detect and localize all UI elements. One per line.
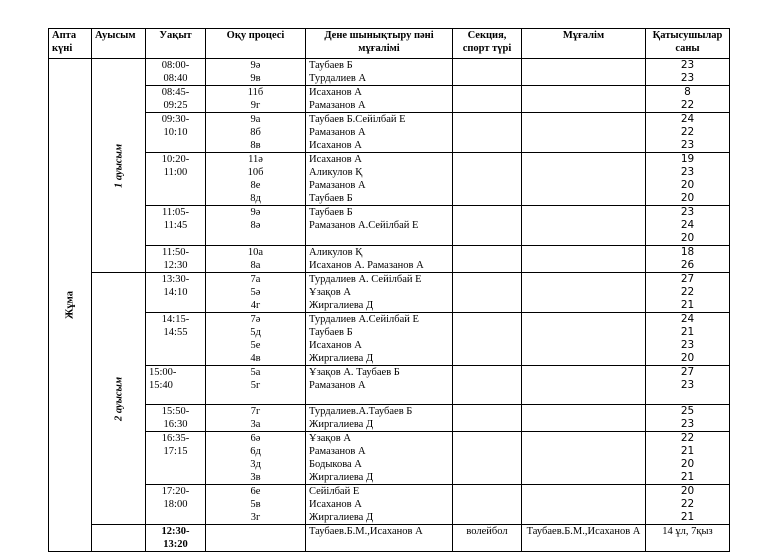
cell-line: 3д (250, 459, 261, 470)
cell-line: 9ә (250, 60, 261, 71)
table-row (49, 246, 730, 273)
cell-line: 18:00 (163, 499, 188, 510)
cell-line: 27 (680, 366, 695, 378)
cell-line: Таубаев Б (309, 60, 353, 71)
class-cell (206, 59, 306, 86)
cell-line: 10:10 (163, 127, 188, 138)
participants-cell (646, 366, 730, 405)
cell-line: 11:50- (161, 247, 190, 258)
participants-cell (646, 273, 730, 313)
header-shift: Ауысым (92, 29, 146, 59)
header-day: Апта күні (49, 29, 92, 59)
table-row (49, 86, 730, 113)
section-cell (453, 313, 522, 366)
cell-line: 20 (680, 458, 695, 470)
cell-line: 7г (250, 406, 261, 417)
section-cell (453, 86, 522, 113)
cell-line: Исаханов А (309, 87, 362, 98)
time-cell (146, 206, 206, 246)
table-row (49, 485, 730, 525)
section-cell (453, 246, 522, 273)
cell-line: 20 (680, 352, 695, 364)
cell-line: 12:30- (161, 526, 190, 537)
cell-line: 24 (680, 219, 695, 231)
pe-teacher-cell (306, 86, 453, 113)
cell-line: 5г (250, 380, 261, 391)
cell-line: 23 (680, 139, 695, 151)
cell-line: 18 (680, 246, 695, 258)
participants-cell (646, 485, 730, 525)
cell-line: 8а (250, 260, 261, 271)
class-cell (206, 432, 306, 485)
cell-line: 15:00- (149, 367, 177, 378)
teacher-cell (522, 366, 646, 405)
cell-line: 09:30- (161, 114, 190, 125)
cell-line: Рамазанов А (309, 446, 366, 457)
time-cell (146, 113, 206, 153)
teacher-cell: Таубаев.Б.М.,Исаханов А (522, 525, 646, 552)
teacher-cell (522, 246, 646, 273)
cell-line: 21 (680, 511, 695, 523)
header-time: Уақыт (146, 29, 206, 59)
cell-line: 20 (680, 485, 695, 497)
cell-line: 5а (250, 367, 261, 378)
cell-line: 10а (247, 247, 264, 258)
cell-line: Исаханов А (309, 499, 362, 510)
cell-line: 4в (250, 353, 261, 364)
cell-line: 17:15 (163, 446, 188, 457)
day-cell (49, 59, 92, 552)
cell-line: 7ә (250, 314, 261, 325)
cell-line: Жиргалиева Д (309, 512, 374, 523)
cell-line: Ұзақов А. Таубаев Б (309, 367, 400, 378)
cell-line: Турдалиев А.Сейілбай Е (309, 314, 419, 325)
table-row (49, 113, 730, 153)
cell-line: 27 (680, 273, 695, 285)
cell-line: Аликулов Қ (309, 167, 363, 178)
table-row (49, 366, 730, 405)
cell-line: 8б (250, 127, 261, 138)
cell-line: 14:10 (163, 287, 188, 298)
cell-line: 9ә (250, 207, 261, 218)
cell-line: 22 (680, 126, 695, 138)
cell-line: 6е (250, 486, 261, 497)
cell-line: 3г (250, 512, 261, 523)
cell-line: 24 (680, 313, 695, 325)
time-cell (146, 153, 206, 206)
cell-line: 08:40 (163, 73, 188, 84)
participants-cell (646, 246, 730, 273)
class-cell (206, 366, 306, 405)
participants-cell (646, 432, 730, 485)
table-row-final (49, 525, 730, 552)
cell-line: Исаханов А (309, 154, 362, 165)
cell-line: 12:30 (163, 260, 188, 271)
participants-cell (646, 113, 730, 153)
pe-teacher-cell (306, 366, 453, 405)
table-row (49, 273, 730, 313)
table-row (49, 313, 730, 366)
cell-line: 16:35- (161, 433, 190, 444)
cell-line: 8в (250, 140, 261, 151)
participants-cell (646, 405, 730, 432)
cell-line: 8д (250, 193, 261, 204)
cell-line: 21 (680, 299, 695, 311)
cell-line: 9г (250, 100, 261, 111)
teacher-cell (522, 485, 646, 525)
section-cell (453, 153, 522, 206)
cell-line: 6ә (250, 433, 261, 444)
time-cell (146, 525, 206, 552)
cell-line: 7а (250, 274, 261, 285)
time-cell (146, 405, 206, 432)
cell-line: 5д (250, 327, 261, 338)
teacher-cell (522, 313, 646, 366)
pe-teacher-cell (306, 59, 453, 86)
shift-empty-cell (92, 525, 146, 552)
header-pe-teacher: Дене шынықтыру пәні мұғалімі (306, 29, 453, 59)
cell-line: Таубаев Б (309, 327, 353, 338)
class-cell (206, 485, 306, 525)
teacher-cell (522, 432, 646, 485)
cell-line: Жиргалиева Д (309, 419, 374, 430)
cell-line: Рамазанов А (309, 127, 366, 138)
cell-line: 22 (680, 498, 695, 510)
cell-line: 22 (680, 286, 695, 298)
section-cell (453, 405, 522, 432)
cell-line: 6д (250, 446, 261, 457)
time-cell (146, 246, 206, 273)
table-row (49, 153, 730, 206)
cell-line: 23 (680, 418, 695, 430)
header-class: Оқу процесі (206, 29, 306, 59)
cell-line: 23 (680, 166, 695, 178)
shift-2-cell (92, 273, 146, 525)
cell-line: 8ә (250, 220, 261, 231)
cell-line: Рамазанов А (309, 180, 366, 191)
pe-teacher-cell (306, 246, 453, 273)
cell-line: 10:20- (161, 154, 190, 165)
cell-line: Жиргалиева Д (309, 472, 374, 483)
pe-teacher-cell (306, 485, 453, 525)
cell-line: 8 (684, 86, 691, 98)
cell-line: 5е (250, 340, 261, 351)
cell-line: Жиргалиева Д (309, 353, 374, 364)
cell-line: Сейілбай Е (309, 486, 360, 497)
section-cell (453, 366, 522, 405)
class-cell (206, 405, 306, 432)
participants-cell: 14 ұл, 7қыз (646, 525, 730, 552)
cell-line: Исаханов А (309, 340, 362, 351)
cell-line: 19 (680, 153, 695, 165)
header-section: Секция, спорт түрі (453, 29, 522, 59)
table-row (49, 206, 730, 246)
class-cell (206, 313, 306, 366)
participants-cell (646, 153, 730, 206)
cell-line: 09:25 (163, 100, 188, 111)
cell-line: 16:30 (163, 419, 188, 430)
shift-1-label: 1 ауысым (113, 143, 124, 188)
cell-line: Рамазанов А (309, 380, 366, 391)
header-row (49, 29, 730, 59)
pe-teacher-cell (306, 206, 453, 246)
teacher-cell (522, 113, 646, 153)
table-row (49, 59, 730, 86)
time-cell (146, 59, 206, 86)
cell-line: 21 (680, 326, 695, 338)
header-participants: Қатысушылар саны (646, 29, 730, 59)
time-cell (146, 366, 206, 405)
cell-line: Таубаев Б (309, 207, 353, 218)
time-cell (146, 432, 206, 485)
pe-teacher-cell (306, 153, 453, 206)
cell-line: Рамазанов А.Сейілбай Е (309, 220, 419, 231)
cell-line: 21 (680, 445, 695, 457)
cell-line: 23 (680, 72, 695, 84)
cell-line: 08:45- (161, 87, 190, 98)
schedule-table (48, 28, 730, 552)
cell-line: 14:55 (163, 327, 188, 338)
section-cell: волейбол (453, 525, 522, 552)
cell-line: 22 (680, 432, 695, 444)
cell-line: 13:20 (163, 539, 188, 550)
shift-2-label: 2 ауысым (113, 376, 124, 421)
cell-line: 10б (247, 167, 264, 178)
shift-1-cell (92, 59, 146, 273)
cell-line: 11:05- (161, 207, 190, 218)
cell-line: 17:20- (161, 486, 190, 497)
class-cell (206, 273, 306, 313)
day-label: Жұма (64, 291, 76, 319)
class-cell (206, 525, 306, 552)
cell-line: 21 (680, 471, 695, 483)
cell-line: 9в (250, 73, 261, 84)
cell-line: Рамазанов А (309, 100, 366, 111)
table-row (49, 405, 730, 432)
cell-line: Таубаев Б.Сейілбай Е (309, 114, 406, 125)
cell-line: 15:40 (149, 380, 173, 391)
cell-line: 3в (250, 472, 261, 483)
cell-line: Ұзақов А (309, 287, 351, 298)
cell-line: 11ә (248, 154, 263, 165)
cell-line: Турдалиев А. Сейілбай Е (309, 274, 422, 285)
cell-line: Турдалиев.А.Таубаев Б (309, 406, 413, 417)
participants-cell (646, 313, 730, 366)
cell-line: 14:15- (161, 314, 190, 325)
class-cell (206, 206, 306, 246)
pe-teacher-cell (306, 273, 453, 313)
pe-teacher-cell (306, 405, 453, 432)
pe-teacher-cell (306, 313, 453, 366)
class-cell (206, 153, 306, 206)
pe-teacher-cell (306, 432, 453, 485)
header-teacher: Мұғалім (522, 29, 646, 59)
cell-line: 20 (680, 192, 695, 204)
class-cell (206, 86, 306, 113)
cell-line: 11:00 (163, 167, 188, 178)
teacher-cell (522, 206, 646, 246)
section-cell (453, 432, 522, 485)
cell-line: 3а (250, 419, 261, 430)
cell-line: 08:00- (161, 60, 190, 71)
section-cell (453, 59, 522, 86)
cell-line: 23 (680, 206, 695, 218)
cell-line: 23 (680, 339, 695, 351)
participants-cell (646, 59, 730, 86)
cell-line: Ұзақов А (309, 433, 351, 444)
table-row (49, 432, 730, 485)
time-cell (146, 273, 206, 313)
cell-line: 9а (250, 114, 261, 125)
cell-line: 22 (680, 99, 695, 111)
cell-line: 8е (250, 180, 261, 191)
section-cell (453, 206, 522, 246)
cell-line: 11б (247, 87, 264, 98)
cell-line: Аликулов Қ (309, 247, 363, 258)
section-cell (453, 273, 522, 313)
section-cell (453, 485, 522, 525)
pe-teacher-cell: Таубаев.Б.М.,Исаханов А (306, 525, 453, 552)
cell-line: 25 (680, 405, 695, 417)
class-cell (206, 113, 306, 153)
participants-cell (646, 86, 730, 113)
teacher-cell (522, 86, 646, 113)
cell-line: Жиргалиева Д (309, 300, 374, 311)
cell-line: 15:50- (161, 406, 190, 417)
cell-line: Исаханов А. Рамазанов А (309, 260, 424, 271)
cell-line: 5ә (250, 287, 261, 298)
participants-cell (646, 206, 730, 246)
cell-line: 20 (680, 232, 695, 244)
cell-line: 24 (680, 113, 695, 125)
cell-line: 11:45 (163, 220, 188, 231)
cell-line: 5в (250, 499, 261, 510)
teacher-cell (522, 273, 646, 313)
time-cell (146, 313, 206, 366)
teacher-cell (522, 59, 646, 86)
cell-line: 13:30- (161, 274, 190, 285)
cell-line: 23 (680, 379, 695, 391)
cell-line: 26 (680, 259, 695, 271)
cell-line: 23 (680, 59, 695, 71)
teacher-cell (522, 153, 646, 206)
cell-line: Таубаев Б (309, 193, 353, 204)
cell-line: Бодыкова А (309, 459, 362, 470)
class-cell (206, 246, 306, 273)
time-cell (146, 485, 206, 525)
cell-line: 20 (680, 179, 695, 191)
section-cell (453, 113, 522, 153)
pe-teacher-cell (306, 113, 453, 153)
teacher-cell (522, 405, 646, 432)
time-cell (146, 86, 206, 113)
cell-line: 4г (250, 300, 261, 311)
cell-line: Турдалиев А (309, 73, 367, 84)
cell-line: Исаханов А (309, 140, 362, 151)
